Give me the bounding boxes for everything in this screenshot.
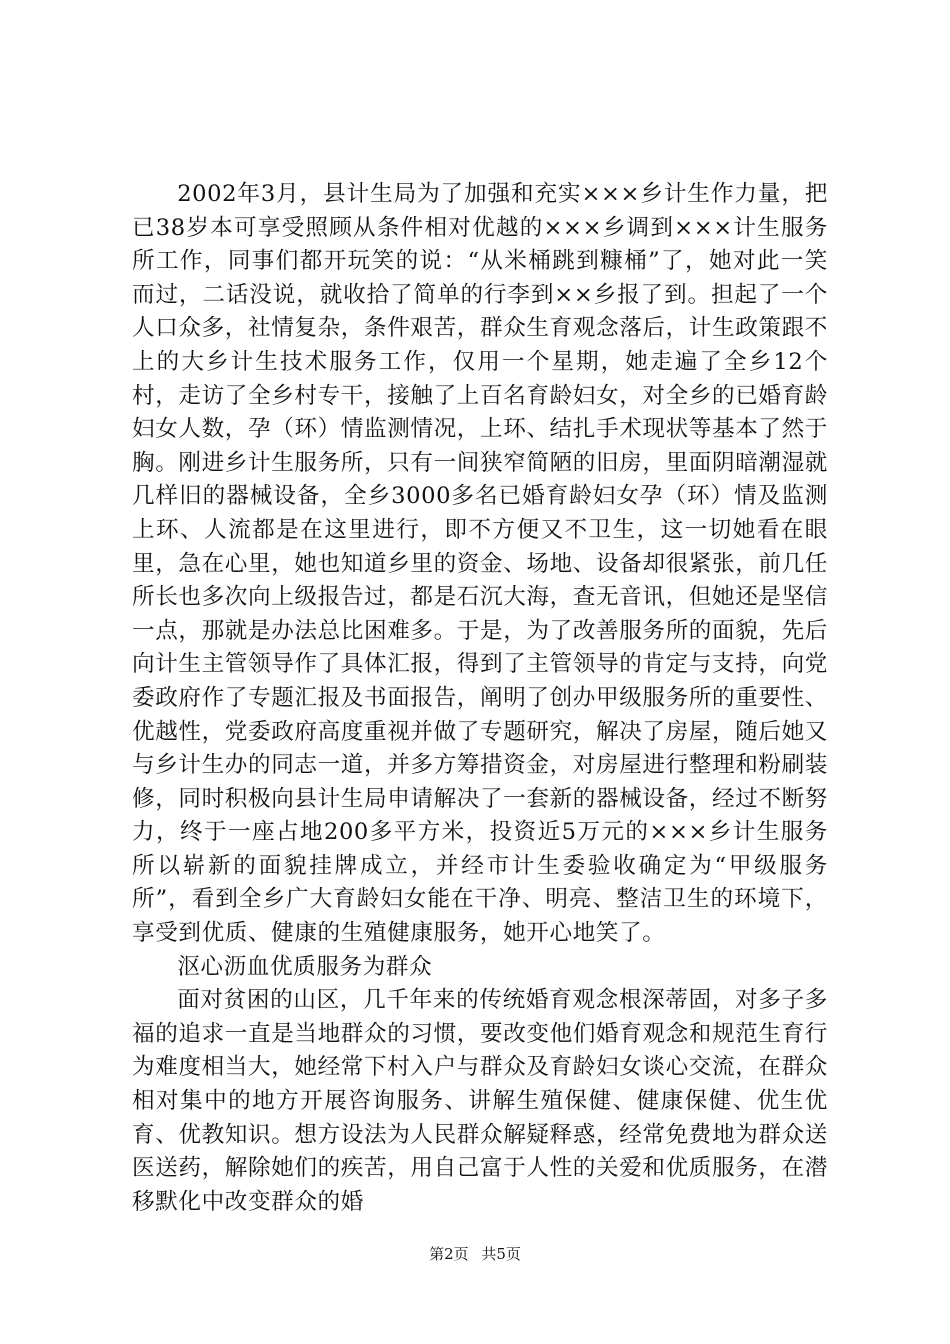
document-body (132, 178, 828, 1219)
body-paragraph-2: 面对贫困的山区，几千年来的传统婚育观念根深蒂固，对多子多福的追求一直是当地群众的习惯，要改变他们婚育观念和规范生育行为难度相当大，她经常下村入户与群众及育龄妇女谈心交流，在群众相对集中的地方开展咨询服务、讲解生殖保健、健康保健、优生优育、优教知识。想方设法为人民群众解疑释惑，经常免费地为群众送医送药，解除她们的疾苦，用自己富于人性的关爱和优质服务，在潜移默化中改变群众的婚 (132, 987, 828, 1215)
page-total: 共5页 (481, 1245, 521, 1263)
page-footer (0, 1244, 950, 1264)
body-paragraph-1: 2002年3月，县计生局为了加强和充实×××乡计生作力量，把已38岁本可享受照顾从条件相对优越的×××乡调到×××计生服务所工作，同事们都开玩笑的说：“从米桶跳到糠桶”了，她对此一笑而过，二话没说，就收拾了简单的行李到××乡报了到。担起了一个人口众多，社情复杂，条件艰苦，群众生育观念落后，计生政策跟不上的大乡计生技术服务工作，仅用一个星期，她走遍了全乡12个村，走访了全乡村专干，接触了上百名育龄妇女，对全乡的已婚育龄妇女人数，孕（环）情监测情况，上环、结扎手术现状等基本了然于胸。刚进乡计生服务所，只有一间狭窄简陋的旧房，里面阴暗潮湿就几样旧的器械设备，全乡3000多名已婚育龄妇女孕（环）情及监测上环、人流都是在这里进行，即不方便又不卫生，这一切她看在眼里，急在心里，她也知道乡里的资金、场地、设备却很紧张，前几任所长也多次向上级报告过，都是石沉大海，查无音讯，但她还是坚信一点，那就是办法总比困难多。于是，为了改善服务所的面貌，先后向计生主管领导作了具体汇报，得到了主管领导的肯定与支持，向党委政府作了专题汇报及书面报告，阐明了创办甲级服务所的重要性、优越性，党委政府高度重视并做了专题研究，解决了房屋，随后她又与乡计生办的同志一道，并多方筹措资金，对房屋进行整理和粉刷装修，同时积极向县计生局申请解决了一套新的器械设备，经过不断努力，终于一座占地200多平方米，投资近5万元的×××乡计生服务所以崭新的面貌挂牌成立，并经市计生委验收确定为“甲级服务所”，看到全乡广大育龄妇女能在干净、明亮、整洁卫生的环境下，享受到优质、健康的生殖健康服务，她开心地笑了。 (132, 181, 828, 947)
section-subheading: 沤心沥血优质服务为群众 (177, 953, 433, 980)
page-number: 第2页 (429, 1245, 469, 1263)
